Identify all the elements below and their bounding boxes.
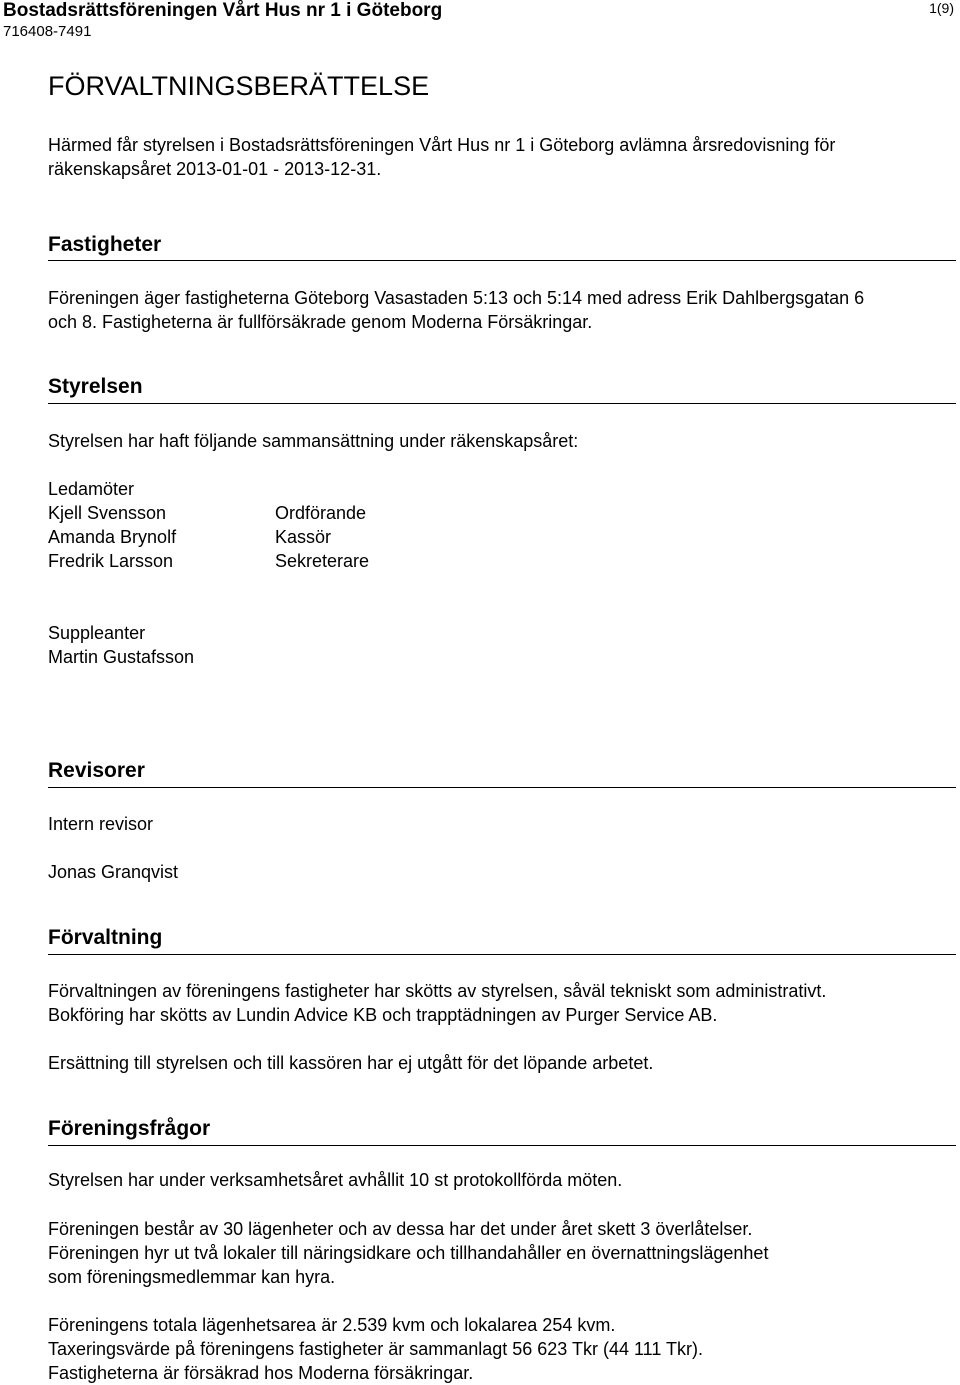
section-divider bbox=[48, 260, 956, 261]
member-role: Ordförande bbox=[275, 503, 367, 523]
ledamoter-label: Ledamöter bbox=[48, 479, 135, 499]
foreningsfragor-line: Taxeringsvärde på föreningens fastigheter är sammanlagt 56 623 Tkr (44 111 Tkr). bbox=[48, 1339, 704, 1359]
suppleanter-label: Suppleanter bbox=[48, 623, 146, 643]
organization-name: Bostadsrättsföreningen Vårt Hus nr 1 i Göteborg bbox=[3, 0, 443, 21]
foreningsfragor-line: Föreningens totala lägenhetsarea är 2.539 kvm och lokalarea 254 kvm. bbox=[48, 1315, 616, 1335]
foreningsfragor-line: Fastigheterna är försäkrad hos Moderna försäkringar. bbox=[48, 1363, 474, 1383]
revisor-label: Intern revisor bbox=[48, 814, 154, 834]
section-heading-forvaltning: Förvaltning bbox=[48, 926, 163, 949]
intro-line-2: räkenskapsåret 2013-01-01 - 2013-12-31. bbox=[48, 159, 382, 179]
section-heading-foreningsfragor: Föreningsfrågor bbox=[48, 1117, 211, 1140]
section-heading-styrelsen: Styrelsen bbox=[48, 375, 143, 398]
section-heading-fastigheter: Fastigheter bbox=[48, 233, 162, 256]
document-title: FÖRVALTNINGSBERÄTTELSE bbox=[48, 71, 430, 101]
foreningsfragor-line: Föreningen består av 30 lägenheter och av dessa har det under året skett 3 överlåtelser. bbox=[48, 1219, 753, 1239]
section-divider bbox=[48, 787, 956, 788]
member-role: Kassör bbox=[275, 527, 332, 547]
organization-number: 716408-7491 bbox=[3, 23, 92, 40]
section-divider bbox=[48, 954, 956, 955]
fastigheter-line-2: och 8. Fastigheterna är fullförsäkrade genom Moderna Försäkringar. bbox=[48, 312, 593, 332]
intro-line-1: Härmed får styrelsen i Bostadsrättsföreningen Vårt Hus nr 1 i Göteborg avlämna årsredovisning för bbox=[48, 135, 836, 155]
fastigheter-line-1: Föreningen äger fastigheterna Göteborg Vasastaden 5:13 och 5:14 med adress Erik Dahlbergsgatan 6 bbox=[48, 288, 865, 308]
section-divider bbox=[48, 1145, 956, 1146]
foreningsfragor-line: Föreningen hyr ut två lokaler till näringsidkare och tillhandahåller en övernattningslägenhet bbox=[48, 1243, 769, 1263]
foreningsfragor-line: som föreningsmedlemmar kan hyra. bbox=[48, 1267, 336, 1287]
foreningsfragor-line: Styrelsen har under verksamhetsåret avhållit 10 st protokollförda möten. bbox=[48, 1170, 623, 1190]
member-name: Amanda Brynolf bbox=[48, 527, 177, 547]
forvaltning-line-1: Förvaltningen av föreningens fastigheter har skötts av styrelsen, såväl tekniskt som administrativt. bbox=[48, 981, 827, 1001]
member-name: Kjell Svensson bbox=[48, 503, 167, 523]
page-number: 1(9) bbox=[929, 0, 954, 16]
section-heading-revisorer: Revisorer bbox=[48, 759, 145, 782]
section-divider bbox=[48, 403, 956, 404]
forvaltning-line-2: Bokföring har skötts av Lundin Advice KB och trapptädningen av Purger Service AB. bbox=[48, 1005, 718, 1025]
member-role: Sekreterare bbox=[275, 551, 370, 571]
styrelsen-intro: Styrelsen har haft följande sammansättning under räkenskapsåret: bbox=[48, 431, 579, 451]
forvaltning-line-3: Ersättning till styrelsen och till kassören har ej utgått för det löpande arbetet. bbox=[48, 1053, 654, 1073]
suppleant-name: Martin Gustafsson bbox=[48, 647, 195, 667]
revisor-name: Jonas Granqvist bbox=[48, 862, 179, 882]
member-name: Fredrik Larsson bbox=[48, 551, 174, 571]
